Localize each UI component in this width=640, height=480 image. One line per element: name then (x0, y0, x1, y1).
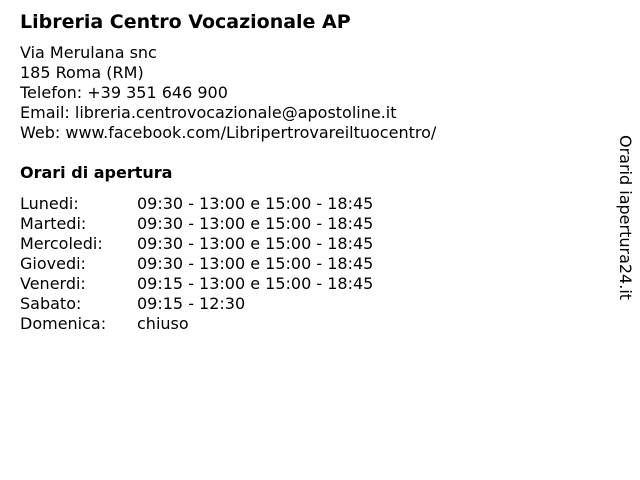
day-label: Martedi: (20, 214, 87, 233)
opening-hours-title: Orari di apertura (20, 163, 173, 182)
day-label: Domenica: (20, 314, 107, 333)
web-line: Web: www.facebook.com/Libripertrovareiltuocentro/ (20, 123, 437, 142)
time-value: 09:30 - 13:00 e 15:00 - 18:45 (137, 234, 374, 253)
day-label: Venerdi: (20, 274, 86, 293)
time-value: 09:15 - 12:30 (137, 294, 246, 313)
time-value: 09:30 - 13:00 e 15:00 - 18:45 (137, 254, 374, 273)
day-label: Mercoledi: (20, 234, 103, 253)
time-value: 09:30 - 13:00 e 15:00 - 18:45 (137, 194, 374, 213)
store-name: Libreria Centro Vocazionale AP (20, 11, 351, 33)
site-watermark: Orarid iapertura24.it (616, 135, 635, 301)
day-label: Giovedi: (20, 254, 86, 273)
phone-line: Telefon: +39 351 646 900 (20, 83, 228, 102)
day-label: Sabato: (20, 294, 82, 313)
contact-block (20, 43, 436, 143)
time-value: chiuso (137, 314, 189, 333)
email-line: Email: libreria.centrovocazionale@apostoline.it (20, 103, 397, 122)
address-line-1: Via Merulana snc (20, 43, 157, 62)
day-label: Lunedi: (20, 194, 79, 213)
time-value: 09:30 - 13:00 e 15:00 - 18:45 (137, 214, 374, 233)
address-line-2: 185 Roma (RM) (20, 63, 144, 82)
watermark-container (612, 135, 638, 315)
time-value: 09:15 - 13:00 e 15:00 - 18:45 (137, 274, 374, 293)
